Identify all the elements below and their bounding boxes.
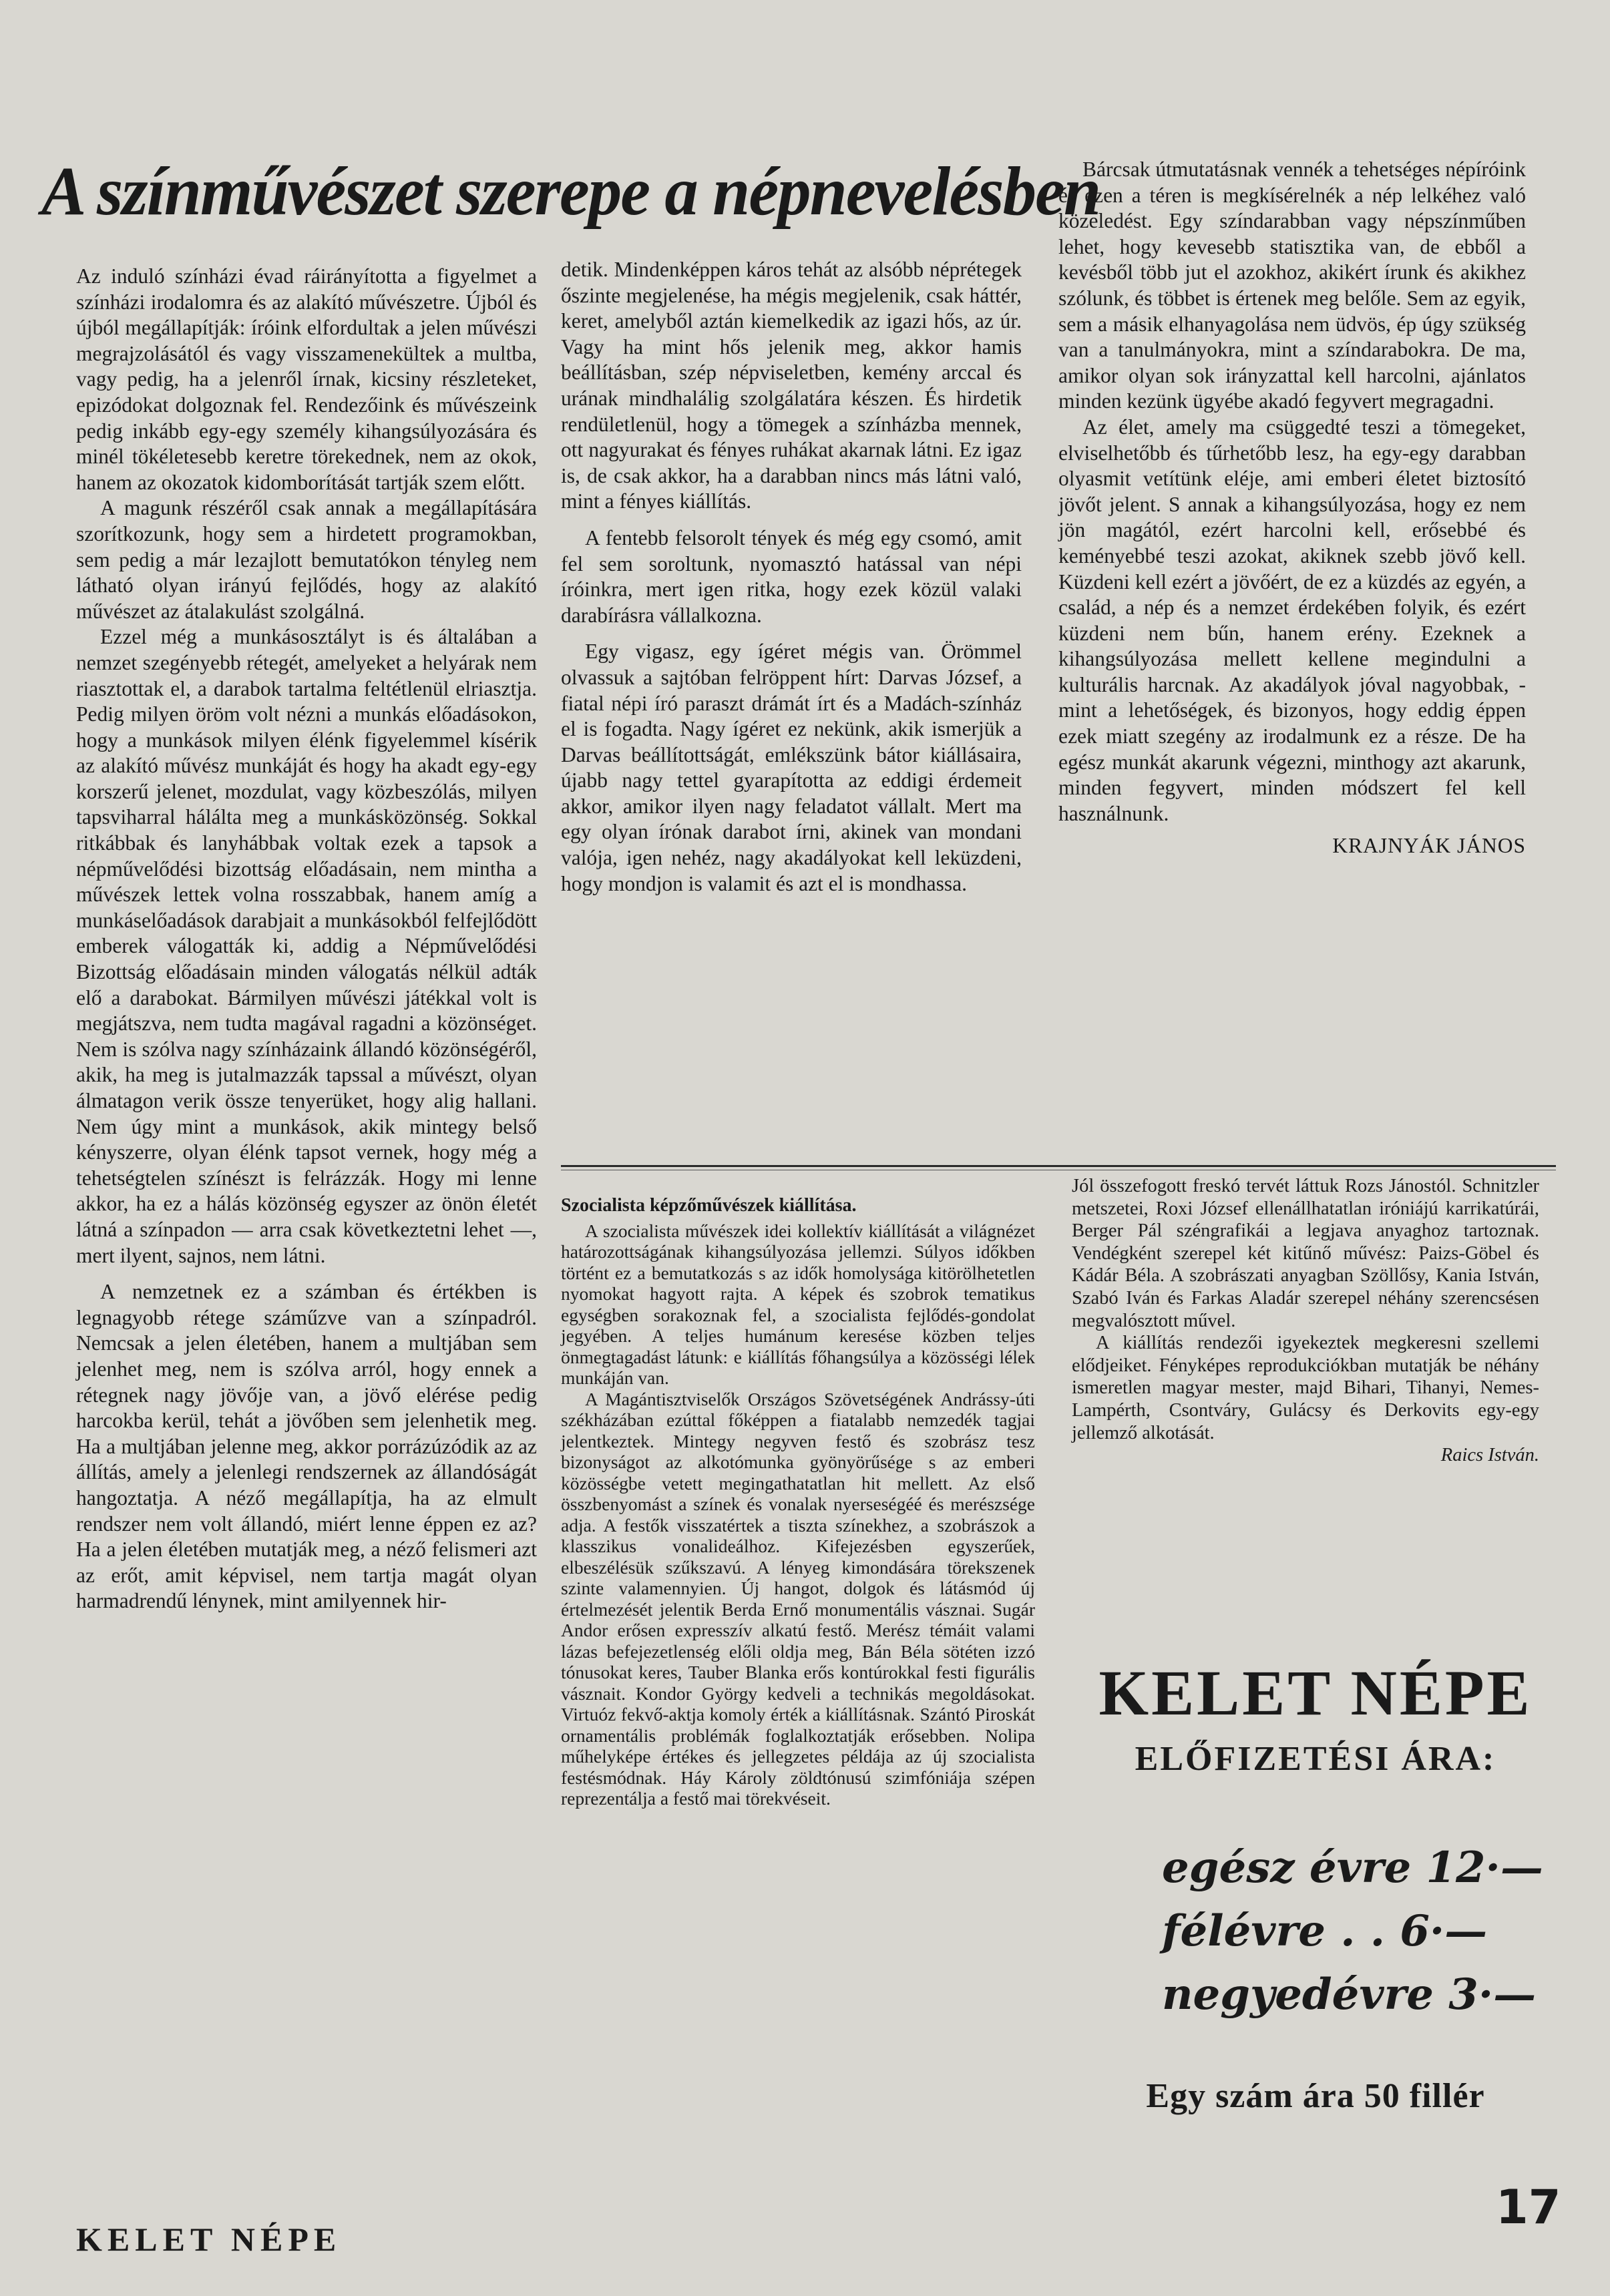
article-paragraph: detik. Mindenképpen káros tehát az alsóbb néprétegek őszinte megjelenése, ha mégis megjelenik, csak háttér, keret, amelyből aztán kiemelkedik az igazi hős, az úr. Vagy ha mint hős jelenik meg, akkor hamis beállításban, szép népviseletben, kemény arccal és urának mindhalálig szolgálatára készen. És hirdetik rendületlenül, hogy a tömegek a színházba mennek, ott nagyurakat és fényes ruhákat akarnak látni. Ez igaz is, de csak akkor, ha a darabban nincs más látni való, mint a fényes kiállítás. [561,258,1022,513]
price-half-year: félévre . . 6·— [1162,1906,1488,1956]
article-paragraph: Az induló színházi évad ráirányította a figyelmet a színházi irodalomra és az alakító művészetre. Újból és újból megállapítják: íróink elfordultak a jelen művészi megrajzolásától és vagy visszamenekültek a multba, vagy pedig, ha a jelenről írnak, kicsiny részleteket, epizódokat dolgoznak fel. Rendezőink és művészeink pedig inkább egy-egy személy kihangsúlyozására és minél tökéletesebb keretre törekednek, nem az okok, hanem az okozatok kidomborítását tartják szem előtt. [76,264,537,494]
article-paragraph: A magunk részéről csak annak a megállapítására szorítkozunk, hogy sem a hirdetett programokban, sem pedig a már lezajlott bemutatókon tényleg nem látható olyan irányú fejlődés, hogy az alakító művészet az átalakulást szolgálná. [76,496,537,623]
article-paragraph: A fentebb felsorolt tények és még egy csomó, amit fel sem soroltunk, nyomasztó hatással van népi íróinkra, mert igen ritka, hogy ezek közül valaki darabírásra vállalkozna. [561,525,1022,627]
exhibition-column-2 [1072,1175,1539,1467]
article-paragraph: Az élet, amely ma csüggedté teszi a tömegeket, elviselhetőbb és tűrhetőbb lesz, ha egy-egy darabban olyasmit vetítünk eléje, ami emberi életet biztosító jövőt jelent. S annak a kihangsúlyozása, hogy ez nem jön magától, ezért harcolni kell, erősebbé és keményebbé teszi azokat, akiknek szebb jövő kell. Küzdeni kell ezért a jövőért, de ez a küzdés az egyén, a család, a nép és a nemzet érdekében folyik, és ezért küzdeni nem bűn, hanem erény. Ezeknek a kihangsúlyozása mellett kellene megindulni a kulturális harcnak. Az akadályok jóval nagyobbak, - mint a lehetőségek, és bizonyos, hogy eddig éppen ezek miatt szegény az irodalmunk ez a része. De ha egész munkát akarunk végezni, minthogy azt akarunk, minden fegyvert, minden módszert fel kell használnunk. [1058,415,1526,825]
article-paragraph: Egy vigasz, egy ígéret mégis van. Örömmel olvassuk a sajtóban felröppent hírt: Darvas József, a fiatal népi író paraszt drámát írt és a Madách-színház el is fogadta. Nagy ígéret ez nekünk, akik ismerjük a Darvas beállítottságát, emlékszünk bátor kiállásaira, újabb nagy tettel gyarapította az eddigi érdemeit akkor, amikor ilyen nagy feladatot vállalt. Mert ma egy olyan írónak darabot írni, akinek van mondani valója, igen nehéz, nagy akadályokat kell leküzdeni, hogy mondjon is valamit és azt el is mondhassa. [561,640,1022,895]
exhibition-paragraph: Jól összefogott freskó tervét láttuk Rozs Jánostól. Schnitzler metszetei, Roxi József ellenállhatatlan iróniájú karrikatúrái, Berger Pál széngrafikái a legjava anyaghoz tartoznak. Vendégként szerepel két kitűnő művész: Paizs-Göbel és Kádár Béla. A szobrászati anyagban Szöllősy, Kania István, Szabó Iván és Farkas Aladár szerepel néhány szerencsésen megvalósztott művel. [1072,1176,1539,1331]
article-paragraph: A nemzetnek ez a számban és értékben is legnagyobb rétege száműzve van a színpadról. Nemcsak a jelen életében, hanem a multjában sem jelenhet meg, nem is szólva arról, hogy ennek a rétegnek nagy jövője van, a jövő elérése pedig harcokba kerül, tehát a jövőben sem jelenhetik meg. Ha a multjában jelenne meg, akkor porrázúzódik az az állítás, amely a jelenlegi rendszernek az állandóságát hangoztatja. A néző megállapítja, ha az elmult rendszer nem volt állandó, miért lenne éppen ez az? Ha a jelen életében mutatják meg, a néző felismeri azt az erőt, amit képvisel, nem tartja magát olyan harmadrendű lénynek, mint amilyennek hir- [76,1280,537,1613]
exhibition-author: Raics István. [1440,1445,1539,1466]
exhibition-heading: Szocialista képzőművészek kiállítása. [561,1195,857,1216]
article-column-1 [76,264,537,1614]
price-quarter: negyedévre 3·— [1162,1970,1537,2020]
article-paragraph: Bárcsak útmutatásnak vennék a tehetséges népíróink és ezen a téren is megkísérelnék a nép lelkéhez való közeledést. Egy színdarabban vagy népszínműben lehet, hogy kevesebb statisztika van, de ebből a kevésből több jut el azokhoz, akikért írunk és akikhez szólunk, és többet is értenek meg belőle. Sem az egyik, sem a másik elhanyagolása nem üdvös, ép úgy szükség van a tanulmányokra, mint a színdarabokra. De ma, amikor olyan sok irányzattal kell harcolni, ajánlatos minden kezünk ügyébe akadó fegyvert megragadni. [1058,158,1526,413]
article-column-3 [1058,157,1526,859]
footer-magazine-name: KELET NÉPE [76,2221,342,2258]
price-yearly: egész évre 12·— [1162,1843,1543,1893]
article-paragraph: Ezzel még a munkásosztályt is és általában a nemzet szegényebb rétegét, amelyeket a helyárak nem riasztottak el, a darabok tartalma feltétlenül elriasztja. Pedig milyen öröm volt nézni a munkás előadásokon, hogy a munkások milyen élénk figyelemmel kísérik az alakító művész munkáját és hogy ha akadt egy-egy korszerű jelenet, mozdulat, vagy közbeszólás, milyen tapsviharral hálálta meg a munkásközönség. Sokkal ritkábbak és lanyhábbak voltak ezek a tapsok a népművelődési bizottság előadásain, nem mintha a művészek lettek volna rosszabbak, hanem amíg a munkáselőadások darabjait a munkásokból felfejlődött emberek válogatták ki, addig a Népművelődési Bizottság előadásain minden válogatás nélkül adták elő a darabokat. Bármilyen művészi játékkal volt is megjátszva, nem tudta magával ragadni a közönséget. Nem is szólva nagy színházaink állandó közönségéről, akik, ha meg is jutalmazzák tapssal a művészt, olyan álmatagon verik össze tenyerüket, hogy alig hallani. Nem úgy mint a munkások, akik mintegy belső kényszerre, olyan élénk tapsot vernek, hogy még a tehetségtelen színészt is felrázzák. Hogy mi lenne akkor, ha ez a hálás közönség egyszer az önön életét látná a színpadon — arra csak következtetni lehet —, mert ilyent, sajnos, nem látni. [76,625,537,1267]
exhibition-paragraph: A kiállítás rendezői igyekeztek megkeresni szellemi elődjeiket. Fényképes reprodukciókban mutatják be néhány ismeretlen magyar mester, majd Bihari, Tihanyi, Nemes-Lampérth, Csontváry, Gulácsy és Derkovits egy-egy jellemző alkotását. [1072,1333,1539,1443]
page-number: 17 [1496,2180,1561,2235]
exhibition-column-1 [561,1195,1035,1809]
article-author: KRAJNYÁK JÁNOS [1332,834,1526,858]
article-column-2 [561,257,1022,897]
exhibition-paragraph: A szocialista művészek idei kollektív kiállítását a világnézet határozottságának kihangsúlyozása jellemzi. Súlyos időkben történt ez a bemutatkozás s az idők homolysága kitörölhetetlen nyomokat hagyott rajta. A képek és szobrok tematikus egységben sorakoznak fel, a szocialista fejlődés-gondolat jegyében. A teljes humánum keresése közben teljes önmegtagadást látunk: e kiállítás főhangsúlya a közösségi lélek munkáján van. [561,1220,1035,1388]
section-divider [561,1165,1556,1167]
article-title: A színművészet szerepe a népnevelésben [41,153,1100,230]
single-issue-price: Egy szám ára 50 fillér [1146,2077,1485,2115]
exhibition-paragraph: A Magántisztviselők Országos Szövetségének Andrássy-úti székházában ezúttal főképpen a fiatalabb nemzedék tagjai jelentkeztek. Mintegy negyven festő és szobrász tesz bizonyságot az alkotómunka gyönyörűsége s az emberi közösségbe vetett megingathatatlan hit mellett. Az első összbenyomást a színek és vonalak nyerseségéé és merészsége adja. A festők visszatértek a tiszta színekhez, a szobrászok a klasszikus vonalideálhoz. Kifejezésben egyszerűek, elbeszélésük szűkszavú. A lényeg kimondására törekszenek szinte valamennyien. Új hangot, dolgok és látásmód új értelmezését jelentik Berda Ernő monumentális vásznai. Sugár Andor erősen expresszív alkatú festő. Merész témáit valami lázas befejezetlenség előli oldja meg, Bán Béla sötéten izzó tónusokat keres, Tauber Blanka erős kontúrokkal festi figurális vásznait. Kondor György kedveli a technikás megoldásokat. Virtuóz fekvő-aktja komoly érték a kiállításnak. Szántó Piroskát ornamentális problémák foglalkoztatják erősebben. Nolipa műhelyképe értékes és jellegzetes példája az új szocialista festésmódnak. Háy Károly zöldtónusú szimfóniája szépen reprezentálja a festő mai törekvéseit. [561,1388,1035,1809]
subscription-title: KELET NÉPE [1098,1657,1533,1729]
subscription-subtitle: ELŐFIZETÉSI ÁRA: [1135,1740,1496,1778]
